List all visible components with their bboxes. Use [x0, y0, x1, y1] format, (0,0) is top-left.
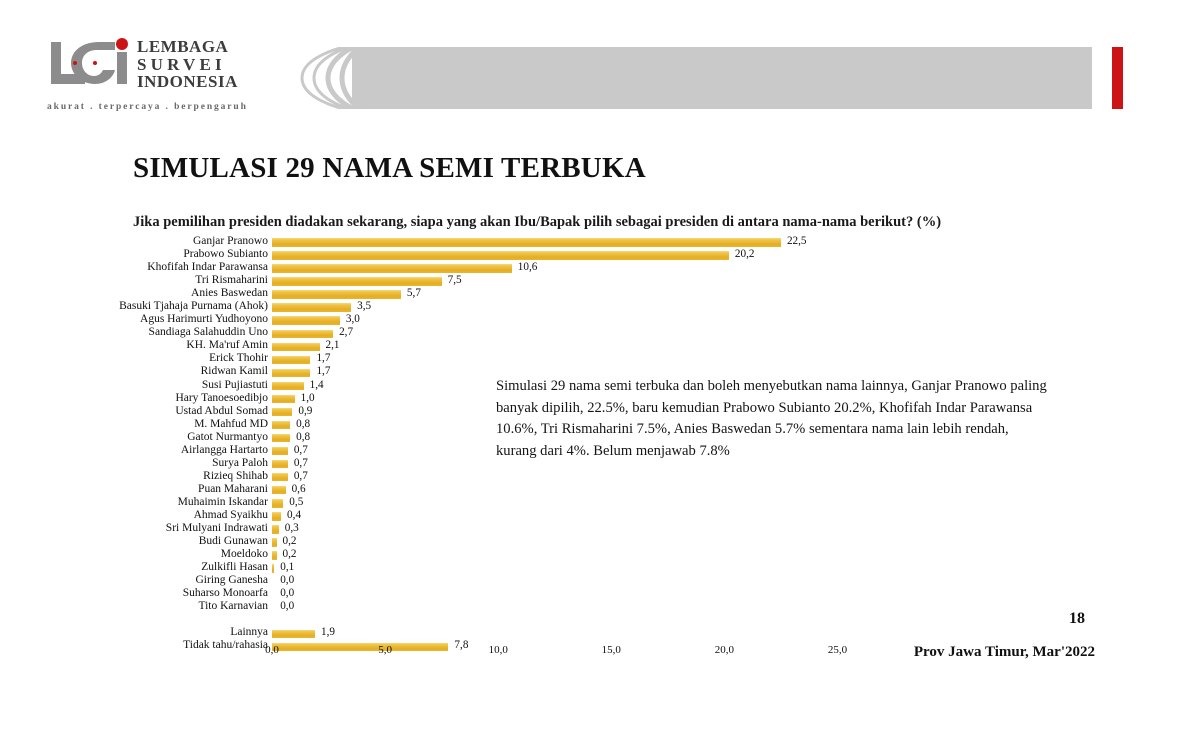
bar-value-label: 22,5 — [786, 235, 807, 247]
bar-category-label: Rizieq Shihab — [203, 469, 268, 482]
bar-category-label: Tidak tahu/rahasia — [183, 639, 268, 652]
logo-line-survei: SURVEI — [137, 54, 226, 74]
bar-category-label: Ustad Abdul Somad — [175, 404, 268, 417]
bar-value-label: 0,7 — [293, 443, 308, 456]
bar — [272, 499, 283, 507]
bar-chart-row — [0, 353, 1200, 366]
bar-value-label: 7,8 — [454, 639, 469, 652]
bar-chart-row — [0, 614, 1200, 627]
bar-category-label: Tri Rismaharini — [195, 274, 268, 287]
bar-category-label: Lainnya — [230, 626, 268, 639]
bar-chart-row — [0, 340, 1200, 353]
bar — [272, 277, 442, 285]
header-band-red-accent — [1112, 47, 1123, 109]
bar-chart-row — [0, 275, 1200, 288]
bar-category-label: Agus Harimurti Yudhoyono — [140, 313, 268, 326]
footer-source: Prov Jawa Timur, Mar'2022 — [913, 644, 1095, 660]
bar-value-label: 1,0 — [300, 391, 315, 404]
bar-category-label: Khofifah Indar Parawansa — [147, 261, 268, 274]
bar-category-label: Erick Thohir — [209, 352, 268, 365]
bar-value-label: 3,5 — [357, 300, 372, 313]
bar-value-label: 0,2 — [282, 548, 297, 561]
bar-value-label: 2,1 — [325, 339, 340, 352]
bar — [272, 264, 512, 272]
x-axis-tick-label: 5,0 — [378, 644, 392, 656]
bar-value-label: 0,0 — [280, 587, 295, 600]
bar — [272, 551, 277, 559]
bar-value-label: 10,6 — [517, 261, 538, 274]
bar-value-label: 0,7 — [293, 469, 308, 482]
bar — [272, 473, 288, 481]
bar-chart-row — [0, 536, 1200, 549]
bar-chart-row — [0, 523, 1200, 536]
bar-chart-row — [0, 471, 1200, 484]
header-band-arcs-icon — [282, 47, 372, 109]
bar — [272, 343, 320, 351]
bar-category-label: Budi Gunawan — [198, 535, 268, 548]
bar-value-label: 0,1 — [280, 561, 295, 574]
bar-chart-row — [0, 549, 1200, 562]
bar-category-label: Muhaimin Iskandar — [177, 495, 268, 508]
bar-category-label: Giring Ganesha — [195, 574, 268, 587]
bar-chart-row — [0, 262, 1200, 275]
bar-category-label: Suharso Monoarfa — [182, 587, 268, 600]
bar-value-label: 0,4 — [287, 508, 302, 521]
bar — [272, 382, 304, 390]
bar-category-label: KH. Ma'ruf Amin — [186, 339, 268, 352]
page-title: SIMULASI 29 NAMA SEMI TERBUKA — [133, 152, 646, 184]
header-band-solid — [352, 47, 1092, 109]
bar — [272, 303, 351, 311]
bar — [272, 290, 401, 298]
bar — [272, 630, 315, 638]
bar — [272, 525, 279, 533]
bar — [272, 408, 292, 416]
x-axis-tick-label: 20,0 — [714, 644, 735, 656]
bar-value-label: 1,7 — [316, 352, 331, 365]
bar-chart-row — [0, 627, 1200, 640]
bar-value-label: 0,8 — [296, 430, 311, 443]
bar-category-label: Tito Karnavian — [198, 600, 268, 613]
bar-chart-row — [0, 588, 1200, 601]
bar — [272, 395, 295, 403]
bar-value-label: 5,7 — [406, 287, 421, 300]
bar-value-label: 0,0 — [280, 574, 295, 587]
bar-value-label: 7,5 — [447, 274, 462, 287]
bar-value-label: 0,2 — [282, 535, 297, 548]
logo-tagline: akurat . terpercaya . berpengaruh — [47, 102, 248, 112]
bar — [272, 564, 274, 572]
x-axis-tick-label: 0,0 — [265, 644, 279, 656]
bar — [272, 238, 781, 246]
bar — [272, 447, 288, 455]
survey-question: Jika pemilihan presiden diadakan sekarang, siapa yang akan Ibu/Bapak pilih sebagai presiden di antara nama-nama berikut? (%) — [133, 214, 942, 230]
bar — [272, 421, 290, 429]
bar-value-label: 0,6 — [291, 482, 306, 495]
bar-category-label: Ridwan Kamil — [200, 365, 268, 378]
bar — [272, 538, 277, 546]
bar-chart-row — [0, 327, 1200, 340]
bar — [272, 316, 340, 324]
bar-category-label: Prabowo Subianto — [183, 248, 268, 261]
bar-chart-row — [0, 575, 1200, 588]
bar — [272, 512, 281, 520]
bar-category-label: Moeldoko — [220, 548, 268, 561]
bar — [272, 356, 310, 364]
bar-value-label: 1,9 — [320, 626, 335, 639]
bar-category-label: Sandiaga Salahuddin Uno — [148, 326, 268, 339]
analysis-note: Simulasi 29 nama semi terbuka dan boleh menyebutkan nama lainnya, Ganjar Pranowo paling banyak dipilih, 22.5%, baru kemudian Prabowo Subianto 20.2%, Khofifah Indar Parawansa 10.6%, Tri Rismaharini 7.5%, Anies Baswedan 5.7% sementara nama lain lebih rendah, kurang dari 4%. Belum menjawab 7.8% — [496, 378, 1047, 459]
bar-value-label: 0,7 — [293, 456, 308, 469]
bar-value-label: 0,5 — [289, 495, 304, 508]
x-axis-tick-label: 10,0 — [488, 644, 508, 656]
bar-value-label: 0,8 — [296, 417, 311, 430]
bar-chart-row — [0, 497, 1200, 510]
bar-category-label: Basuki Tjahaja Purnama (Ahok) — [119, 300, 268, 313]
bar-category-label: Zulkifli Hasan — [201, 561, 268, 574]
bar-value-label: 0,9 — [298, 404, 313, 417]
bar-category-label: Airlangga Hartarto — [180, 443, 268, 456]
lsi-logo-icon — [45, 36, 133, 91]
bar — [272, 251, 729, 259]
page-number: 18 — [1069, 610, 1085, 627]
bar-chart-row — [0, 236, 1200, 249]
logo-line-indonesia: INDONESIA — [137, 72, 238, 91]
slide-header — [0, 0, 1200, 130]
bar — [272, 434, 290, 442]
bar-category-label: Surya Paloh — [212, 456, 268, 469]
header-band — [282, 47, 1092, 109]
bar-value-label: 1,4 — [309, 378, 324, 391]
lsi-logo — [45, 36, 270, 126]
bar-category-label: Sri Mulyani Indrawati — [165, 522, 268, 535]
bar-category-label: Ahmad Syaikhu — [193, 508, 268, 521]
bar-category-label: Puan Maharani — [198, 482, 268, 495]
bar-category-label: Ganjar Pranowo — [192, 235, 268, 247]
x-axis-tick-label: 15,0 — [601, 644, 621, 656]
lsi-wordmark — [137, 38, 272, 91]
bar-value-label: 0,3 — [284, 522, 299, 535]
logo-line-lembaga: LEMBAGA — [137, 37, 229, 56]
bar-chart-row — [0, 601, 1200, 614]
bar-value-label: 2,7 — [339, 326, 354, 339]
bar-value-label: 20,2 — [734, 248, 755, 261]
bar — [272, 330, 333, 338]
bar — [272, 460, 288, 468]
bar-category-label: M. Mahfud MD — [194, 417, 268, 430]
bar-category-label: Anies Baswedan — [191, 287, 268, 300]
bar-value-label: 1,7 — [316, 365, 331, 378]
bar — [272, 369, 310, 377]
x-axis-tick-label: 25,0 — [827, 644, 848, 656]
bar-category-label: Hary Tanoesoedibjo — [175, 391, 268, 404]
bar-value-label: 0,0 — [280, 600, 295, 613]
bar-category-label: Gatot Nurmantyo — [187, 430, 268, 443]
bar — [272, 486, 286, 494]
bar-value-label: 3,0 — [345, 313, 360, 326]
bar-chart-row — [0, 562, 1200, 575]
bar-category-label: Susi Pujiastuti — [201, 378, 268, 391]
